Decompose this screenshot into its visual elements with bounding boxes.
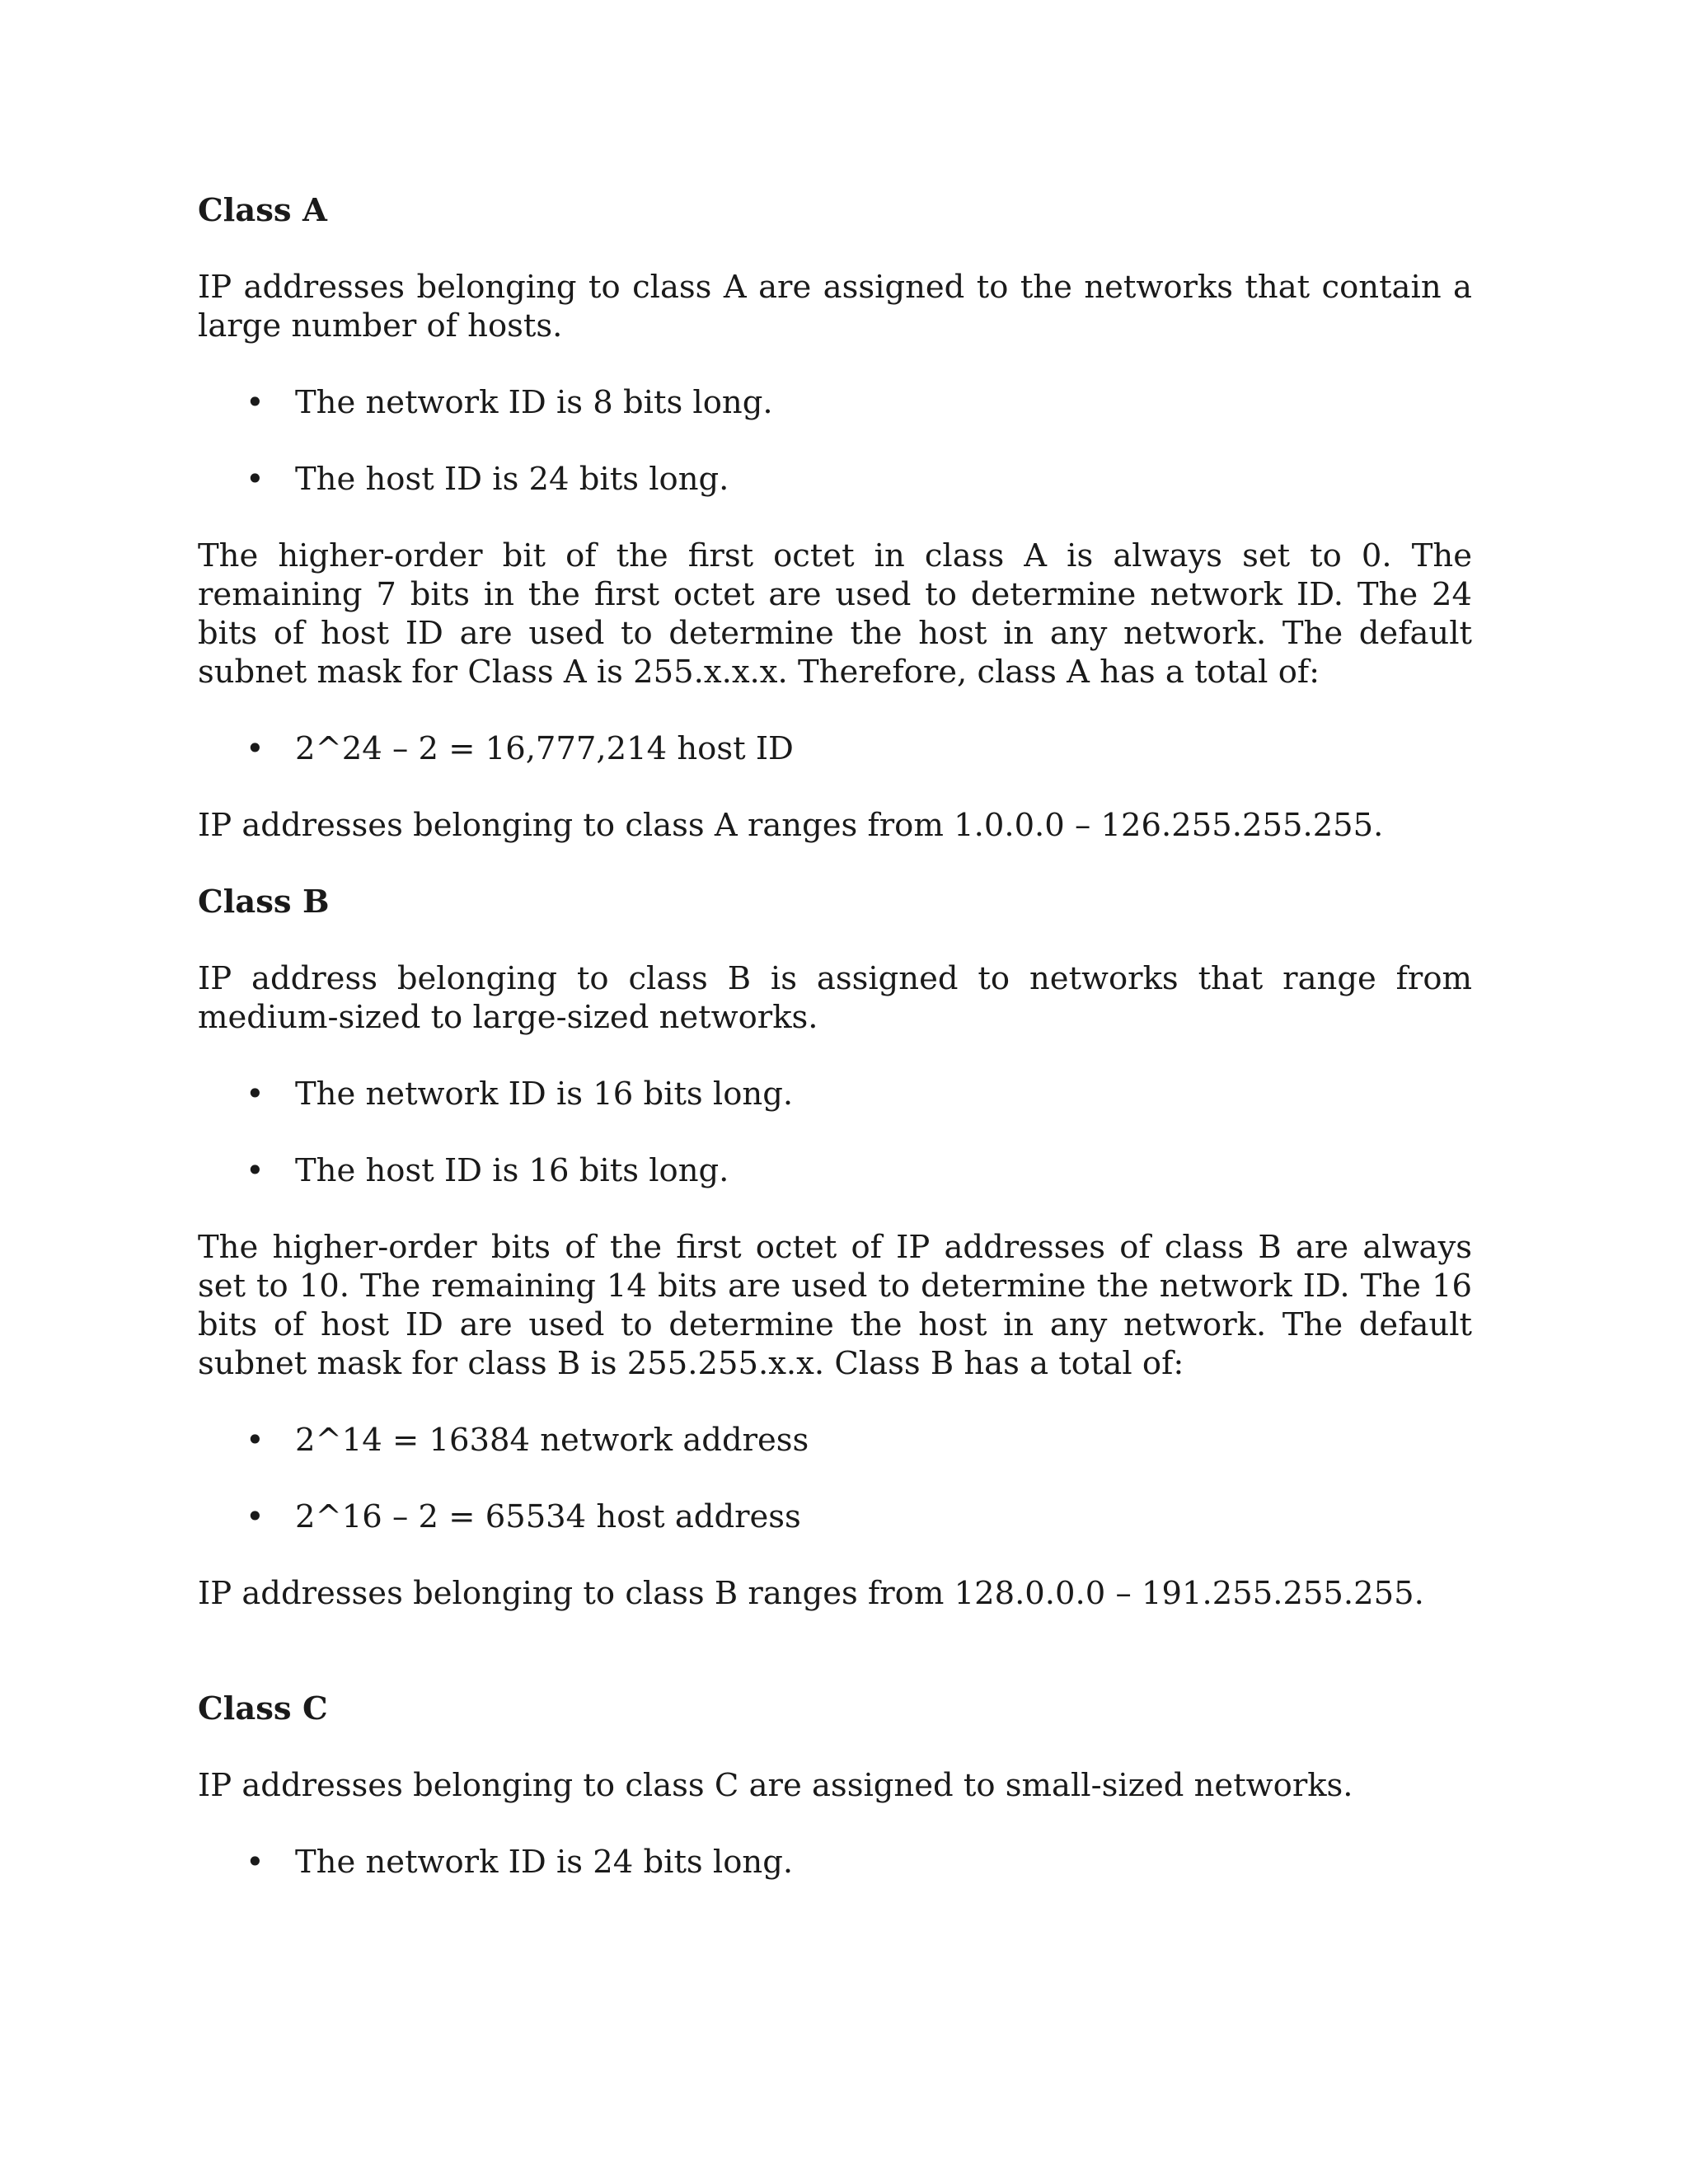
list-item: [198, 460, 1472, 499]
list-item: [198, 1421, 1472, 1460]
list-item-text: The host ID is 24 bits long.: [295, 461, 729, 498]
list-item-text: 2^24 – 2 = 16,777,214 host ID: [295, 730, 794, 767]
section-class-b: [198, 883, 1472, 1613]
bullet-icon: •: [246, 1844, 265, 1881]
list-item-text: The network ID is 24 bits long.: [295, 1844, 794, 1881]
section-heading: Class A: [198, 192, 327, 229]
document-body: [198, 191, 1472, 1882]
bullet-icon: •: [246, 1498, 265, 1535]
section-body: The higher-order bits of the first octet of IP addresses of class B are always set to 10. The remaining 14 bits are used to determine the network ID. The 16 bits of host ID are used to determine the host in any network. The default subnet mask for class B is 255.255.x.x. Class B has a total of:: [198, 1229, 1472, 1382]
bullet-icon: •: [246, 1152, 265, 1189]
list-item-text: The network ID is 8 bits long.: [295, 384, 773, 421]
list-item: [198, 383, 1472, 422]
list-item-text: 2^16 – 2 = 65534 host address: [295, 1498, 801, 1535]
bullet-icon: •: [246, 384, 265, 421]
list-item: [198, 1075, 1472, 1113]
section-body: The higher-order bit of the first octet in class A is always set to 0. The remaining 7 bits in the first octet are used to determine network ID. The 24 bits of host ID are used to determine the host in any network. The default subnet mask for Class A is 255.x.x.x. Therefore, class A has a total of:: [198, 537, 1472, 691]
section-range: IP addresses belonging to class B ranges from 128.0.0.0 – 191.255.255.255.: [198, 1575, 1424, 1612]
section-range: IP addresses belonging to class A ranges from 1.0.0.0 – 126.255.255.255.: [198, 807, 1384, 844]
section-heading: Class B: [198, 883, 330, 921]
list-item: [198, 1497, 1472, 1536]
list-item: [198, 1151, 1472, 1190]
list-item-text: The host ID is 16 bits long.: [295, 1152, 729, 1189]
section-intro: IP addresses belonging to class A are assigned to the networks that contain a large number of hosts.: [198, 269, 1472, 344]
list-item-text: The network ID is 16 bits long.: [295, 1076, 794, 1113]
section-intro: IP address belonging to class B is assigned to networks that range from medium-sized to large-sized networks.: [198, 960, 1472, 1036]
section-intro: IP addresses belonging to class C are assigned to small-sized networks.: [198, 1767, 1353, 1804]
bullet-icon: •: [246, 730, 265, 767]
bullet-icon: •: [246, 1076, 265, 1113]
bullet-icon: •: [246, 461, 265, 498]
list-item: [198, 729, 1472, 768]
list-item-text: 2^14 = 16384 network address: [295, 1422, 809, 1459]
list-item: [198, 1843, 1472, 1882]
section-class-a: [198, 191, 1472, 845]
section-class-c: [198, 1690, 1472, 1882]
section-heading: Class C: [198, 1690, 328, 1727]
bullet-icon: •: [246, 1422, 265, 1459]
